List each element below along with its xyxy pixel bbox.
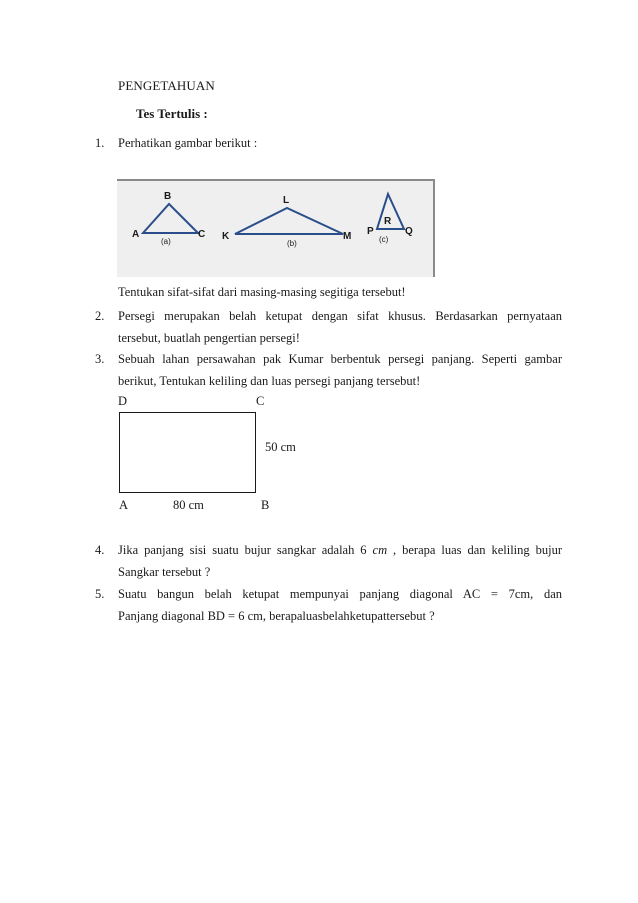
question-5-number: 5. (95, 587, 105, 601)
question-1-text: Perhatikan gambar berikut : (118, 136, 258, 150)
question-4-text-post: , berapa luas dan keliling bujur (393, 543, 562, 557)
vertex-k: K (222, 231, 230, 242)
vertex-b: B (164, 191, 172, 202)
rice-field-rectangle (119, 412, 256, 493)
rect-width-label: 80 cm (173, 498, 204, 512)
question-2-number: 2. (95, 309, 105, 323)
triangle-b (235, 208, 343, 234)
question-3-line-2: berikut, Tentukan keliling dan luas persegi panjang tersebut! (118, 374, 421, 388)
question-2-line-2: tersebut, buatlah pengertian persegi! (118, 331, 300, 345)
question-5-line-2: Panjang diagonal BD = 6 cm, berapaluasbelahketupattersebut ? (118, 609, 435, 623)
vertex-c: C (198, 229, 206, 240)
caption-c: (c) (379, 235, 389, 244)
rect-corner-b: B (261, 498, 270, 512)
rect-height-label: 50 cm (265, 440, 296, 454)
triangles-figure (117, 179, 435, 277)
question-1-number: 1. (95, 136, 105, 150)
rect-corner-c: C (256, 394, 265, 408)
question-2-line-1: Persegi merupakan belah ketupat dengan sifat khusus. Berdasarkan pernyataan (118, 309, 562, 323)
question-4-text-pre: Jika panjang sisi suatu bujur sangkar adalah 6 (118, 543, 367, 557)
vertex-m: M (343, 231, 352, 242)
question-4-line-1 (118, 543, 562, 558)
question-4-line-2: Sangkar tersebut ? (118, 565, 211, 579)
vertex-p: P (367, 226, 374, 237)
triangles-drawing (117, 181, 433, 277)
test-subtitle: Tes Tertulis : (136, 106, 208, 121)
question-3-line-1: Sebuah lahan persawahan pak Kumar berbentuk persegi panjang. Seperti gambar (118, 352, 562, 366)
question-1-instruction: Tentukan sifat-sifat dari masing-masing segitiga tersebut! (118, 285, 406, 299)
question-4-unit: cm (372, 543, 388, 557)
section-title: PENGETAHUAN (118, 78, 215, 93)
question-3-number: 3. (95, 352, 105, 366)
triangle-a (143, 204, 198, 233)
vertex-l: L (283, 195, 290, 206)
caption-a: (a) (161, 237, 171, 246)
question-4-number: 4. (95, 543, 105, 557)
vertex-r: R (384, 216, 392, 227)
vertex-q: Q (405, 226, 413, 237)
rect-corner-a: A (119, 498, 129, 512)
rect-corner-d: D (118, 394, 128, 408)
question-5-line-1: Suatu bangun belah ketupat mempunyai panjang diagonal AC = 7cm, dan (118, 587, 562, 601)
vertex-a: A (132, 229, 140, 240)
caption-b: (b) (287, 239, 297, 248)
